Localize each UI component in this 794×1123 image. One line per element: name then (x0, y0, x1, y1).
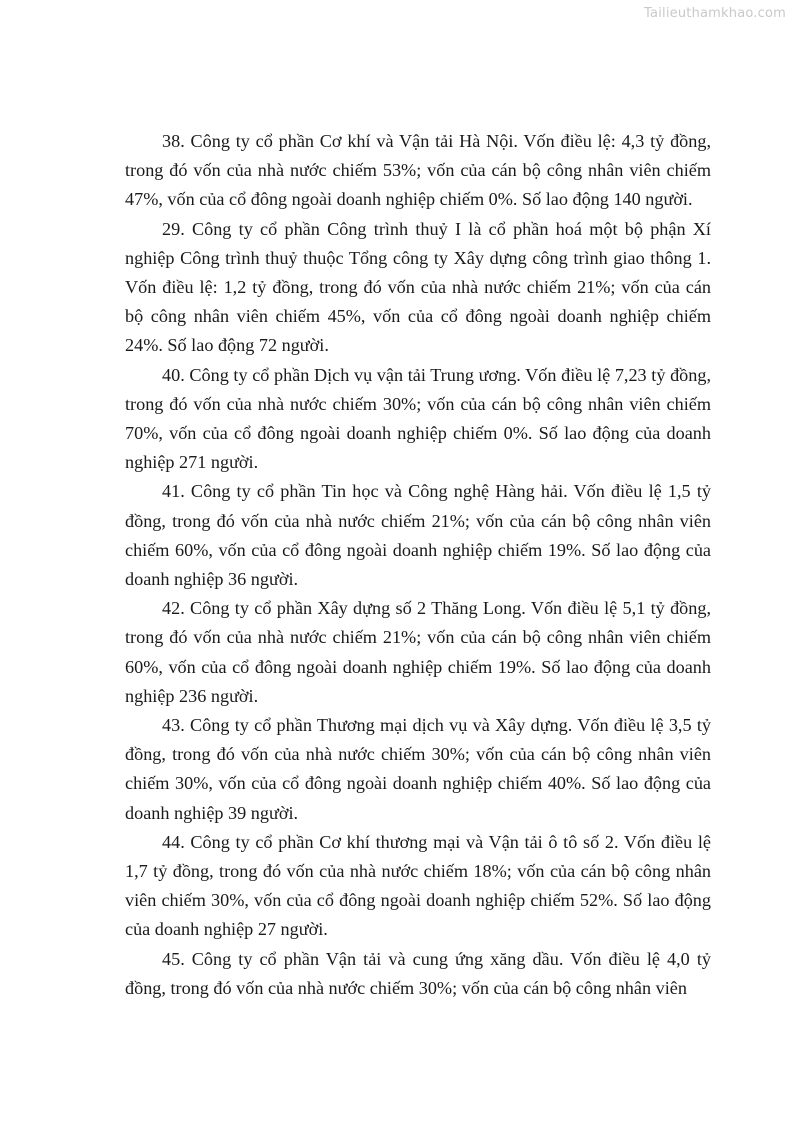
watermark-text: Tailieuthamkhao.com (644, 6, 786, 21)
paragraph-item-43: 43. Công ty cổ phần Thương mại dịch vụ và Xây dựng. Vốn điều lệ 3,5 tỷ đồng, trong đó vốn của nhà nước chiếm 30%; vốn của cán bộ công nhân viên chiếm 30%, vốn của cổ đông ngoài doanh nghiệp chiếm 40%. Số lao động của doanh nghiệp 39 người. (125, 715, 711, 823)
paragraph-item-44: 44. Công ty cổ phần Cơ khí thương mại và Vận tải ô tô số 2. Vốn điều lệ 1,7 tỷ đồng, trong đó vốn của nhà nước chiếm 18%; vốn của cán bộ công nhân viên chiếm 30%, vốn của cổ đông ngoài doanh nghiệp chiếm 52%. Số lao động của doanh nghiệp 27 người. (125, 831, 711, 940)
document-body (125, 127, 711, 1003)
paragraph-item-38: 38. Công ty cổ phần Cơ khí và Vận tải Hà Nội. Vốn điều lệ: 4,3 tỷ đồng, trong đó vốn của nhà nước chiếm 53%; vốn của cán bộ công nhân viên chiếm 47%, vốn của cổ đông ngoài doanh nghiệp chiếm 0%. Số lao động 140 người. (125, 131, 711, 210)
paragraph-item-40: 40. Công ty cổ phần Dịch vụ vận tải Trung ương. Vốn điều lệ 7,23 tỷ đồng, trong đó vốn của nhà nước chiếm 30%; vốn của cán bộ công nhân viên chiếm 70%, vốn của cổ đông ngoài doanh nghiệp chiếm 0%. Số lao động của doanh nghiệp 271 người. (125, 364, 711, 473)
paragraph-item-42: 42. Công ty cổ phần Xây dựng số 2 Thăng Long. Vốn điều lệ 5,1 tỷ đồng, trong đó vốn của nhà nước chiếm 21%; vốn của cán bộ công nhân viên chiếm 60%, vốn của cổ đông ngoài doanh nghiệp chiếm 19%. Số lao động của doanh nghiệp 236 người. (125, 598, 711, 706)
paragraph-item-29: 29. Công ty cổ phần Công trình thuỷ I là cổ phần hoá một bộ phận Xí nghiệp Công trình thuỷ thuộc Tổng công ty Xây dựng công trình giao thông 1. Vốn điều lệ: 1,2 tỷ đồng, trong đó vốn của nhà nước chiếm 21%; vốn của cán bộ công nhân viên chiếm 45%, vốn của cổ đông ngoài doanh nghiệp chiếm 24%. Số lao động 72 người. (125, 218, 711, 356)
paragraph-item-41: 41. Công ty cổ phần Tin học và Công nghệ Hàng hải. Vốn điều lệ 1,5 tỷ đồng, trong đó vốn của nhà nước chiếm 21%; vốn của cán bộ công nhân viên chiếm 60%, vốn của cổ đông ngoài doanh nghiệp chiếm 19%. Số lao động của doanh nghiệp 36 người. (125, 481, 711, 590)
paragraph-item-45: 45. Công ty cổ phần Vận tải và cung ứng xăng dầu. Vốn điều lệ 4,0 tỷ đồng, trong đó vốn của nhà nước chiếm 30%; vốn của cán bộ công nhân viên (125, 948, 711, 998)
